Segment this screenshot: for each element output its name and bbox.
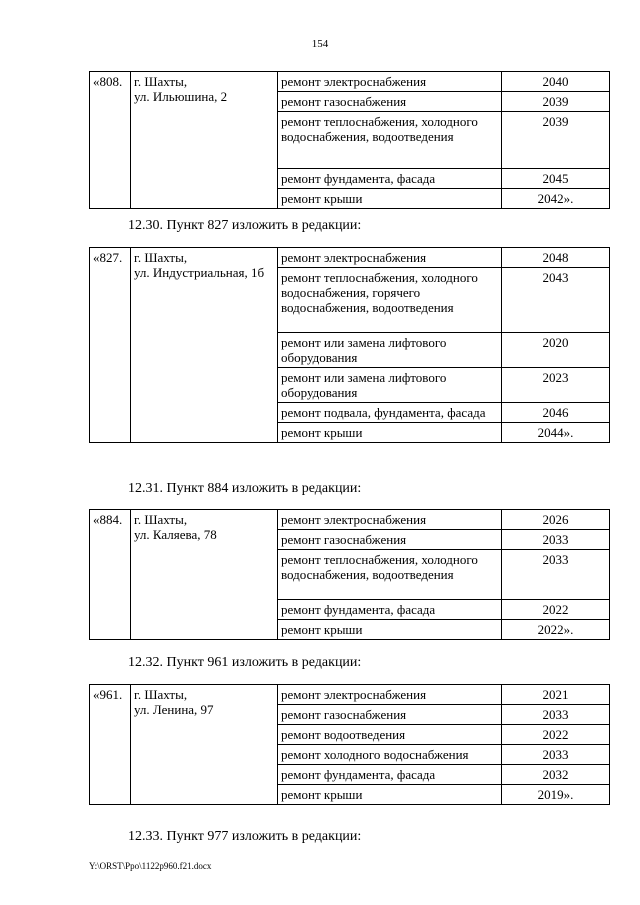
item-number: «827. <box>90 248 131 443</box>
work-type: ремонт крыши <box>278 620 502 640</box>
instruction-12-30: 12.30. Пункт 827 изложить в редакции: <box>128 218 362 233</box>
work-year: 2020 <box>502 333 610 368</box>
work-type: ремонт крыши <box>278 189 502 209</box>
work-type: ремонт или замена лифтового оборудования <box>278 333 502 368</box>
instruction-12-33: 12.33. Пункт 977 изложить в редакции: <box>128 829 362 844</box>
table-item-884 <box>89 509 610 640</box>
work-type: ремонт крыши <box>278 785 502 805</box>
address-street: ул. Ильюшина, 2 <box>134 89 228 104</box>
table-item-827 <box>89 247 610 443</box>
work-year: 2033 <box>502 745 610 765</box>
work-type: ремонт холодного водоснабжения <box>278 745 502 765</box>
work-year: 2039 <box>502 112 610 169</box>
instruction-12-32: 12.32. Пункт 961 изложить в редакции: <box>128 655 362 670</box>
work-year: 2026 <box>502 510 610 530</box>
work-type: ремонт теплоснабжения, холодного водоснабжения, водоотведения <box>278 112 502 169</box>
address-street: ул. Индустриальная, 1б <box>134 265 265 280</box>
address-cell <box>131 72 278 209</box>
address-cell <box>131 510 278 640</box>
work-type: ремонт или замена лифтового оборудования <box>278 368 502 403</box>
work-type: ремонт электроснабжения <box>278 510 502 530</box>
work-year: 2021 <box>502 685 610 705</box>
address-cell <box>131 685 278 805</box>
work-year: 2023 <box>502 368 610 403</box>
address-city: г. Шахты, <box>134 250 188 265</box>
address-city: г. Шахты, <box>134 687 188 702</box>
work-year: 2033 <box>502 550 610 600</box>
work-year: 2048 <box>502 248 610 268</box>
instruction-12-31: 12.31. Пункт 884 изложить в редакции: <box>128 481 362 496</box>
table-item-961 <box>89 684 610 805</box>
work-type: ремонт фундамента, фасада <box>278 765 502 785</box>
work-type: ремонт электроснабжения <box>278 72 502 92</box>
item-number: «808. <box>90 72 131 209</box>
work-year: 2043 <box>502 268 610 333</box>
table-item-808 <box>89 71 610 209</box>
work-type: ремонт электроснабжения <box>278 248 502 268</box>
address-city: г. Шахты, <box>134 74 188 89</box>
work-type: ремонт фундамента, фасада <box>278 600 502 620</box>
work-year: 2022 <box>502 600 610 620</box>
table-row <box>90 72 610 92</box>
address-cell <box>131 248 278 443</box>
work-year: 2039 <box>502 92 610 112</box>
work-year: 2022». <box>502 620 610 640</box>
address-city: г. Шахты, <box>134 512 188 527</box>
work-year: 2033 <box>502 705 610 725</box>
work-type: ремонт фундамента, фасада <box>278 169 502 189</box>
work-type: ремонт теплоснабжения, холодного водоснабжения, горячего водоснабжения, водоотведения <box>278 268 502 333</box>
work-year: 2032 <box>502 765 610 785</box>
work-type: ремонт крыши <box>278 423 502 443</box>
work-type: ремонт теплоснабжения, холодного водоснабжения, водоотведения <box>278 550 502 600</box>
work-year: 2046 <box>502 403 610 423</box>
address-street: ул. Ленина, 97 <box>134 702 214 717</box>
work-year: 2042». <box>502 189 610 209</box>
page-number: 154 <box>311 38 329 50</box>
table-row <box>90 248 610 268</box>
footer-file-path: Y:\ORST\Ppo\1122p960.f21.docx <box>89 861 212 871</box>
work-year: 2022 <box>502 725 610 745</box>
work-type: ремонт газоснабжения <box>278 705 502 725</box>
address-street: ул. Каляева, 78 <box>134 527 217 542</box>
work-type: ремонт подвала, фундамента, фасада <box>278 403 502 423</box>
work-type: ремонт водоотведения <box>278 725 502 745</box>
work-type: ремонт газоснабжения <box>278 530 502 550</box>
work-year: 2019». <box>502 785 610 805</box>
table-row <box>90 510 610 530</box>
item-number: «884. <box>90 510 131 640</box>
work-year: 2033 <box>502 530 610 550</box>
work-year: 2045 <box>502 169 610 189</box>
work-year: 2040 <box>502 72 610 92</box>
work-type: ремонт электроснабжения <box>278 685 502 705</box>
work-type: ремонт газоснабжения <box>278 92 502 112</box>
table-row <box>90 685 610 705</box>
item-number: «961. <box>90 685 131 805</box>
work-year: 2044». <box>502 423 610 443</box>
